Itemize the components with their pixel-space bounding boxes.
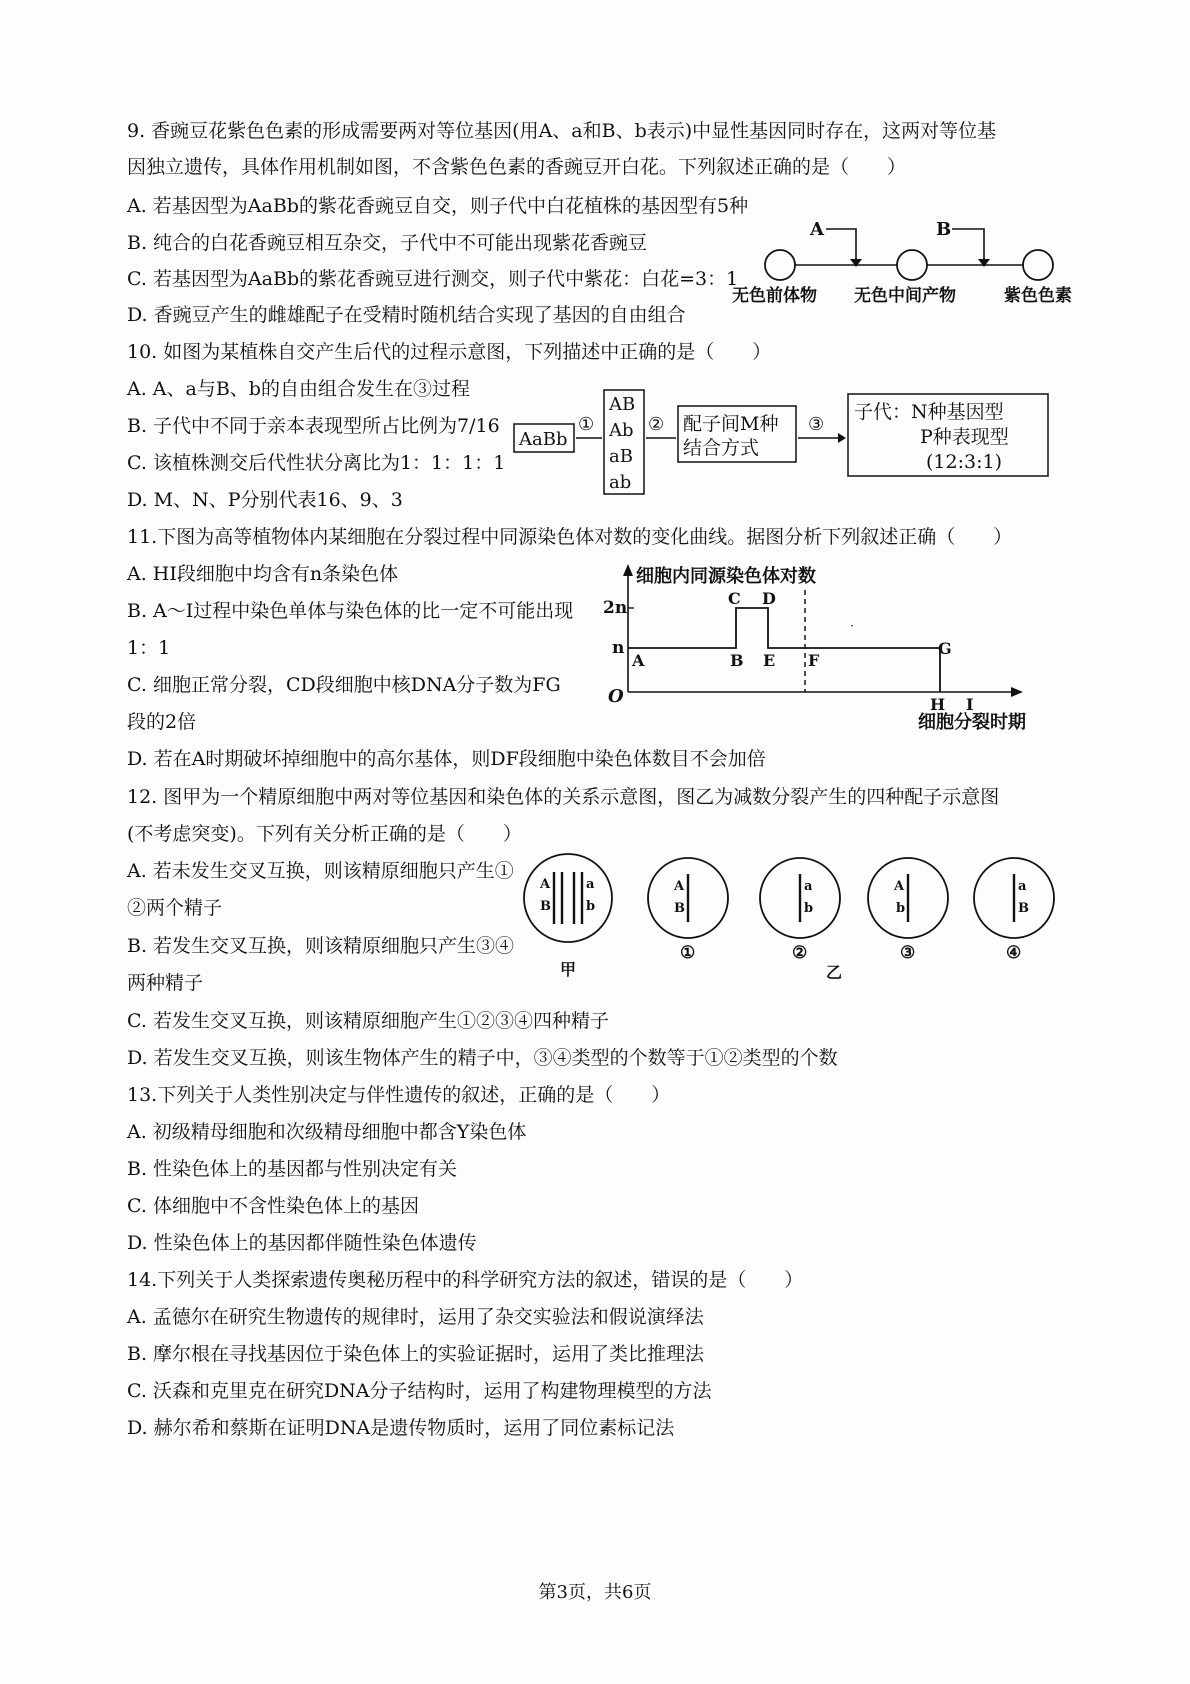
q12-cell-jia: [524, 854, 612, 942]
q11-ytick-n: n: [612, 638, 625, 658]
q11-option-d: D. 若在A时期破坏掉细胞中的高尔基体，则DF段细胞中染色体数目不会加倍: [127, 748, 766, 770]
q11-x-axis-label: 细胞分裂时期: [918, 712, 1026, 733]
q11-option-a: A. HI段细胞中均含有n条染色体: [127, 563, 399, 585]
q11-point-g: G: [938, 639, 952, 658]
q11-option-c-line2: 段的2倍: [127, 711, 197, 733]
q10-offspring-line3: (12:3:1): [926, 451, 1002, 473]
q10-combination-line1: 配子间M种: [683, 413, 779, 435]
q10-gamete-ab-upper: AB: [609, 394, 636, 415]
q11-y-axis-label: 细胞内同源染色体对数: [636, 566, 816, 587]
q10-option-c: C. 该植株测交后代性状分离比为1：1：1：1: [127, 452, 506, 474]
q11-option-c-line1: C. 细胞正常分裂，CD段细胞中核DNA分子数为FG: [127, 674, 561, 696]
q13-option-d: D. 性染色体上的基因都伴随性染色体遗传: [127, 1232, 477, 1254]
q12-gamete-3-gene-1: A: [894, 879, 905, 894]
q11-point-f: F: [808, 651, 820, 670]
q12-gamete-2-gene-1: a: [804, 879, 813, 894]
q12-jia-gene-b-lower: b: [586, 899, 596, 914]
q10-offspring-line1: 子代：N种基因型: [854, 401, 1004, 423]
q9-stem-line2: 因独立遗传，具体作用机制如图，不含紫色色素的香豌豆开白花。下列叙述正确的是（ ）: [127, 156, 907, 178]
q11-option-b-line1: B. A～I过程中染色单体与染色体的比一定不可能出现: [127, 600, 574, 622]
q9-node2-label: 无色中间产物: [854, 286, 956, 306]
q9-option-a: A. 若基因型为AaBb的紫花香豌豆自交，则子代中白花植株的基因型有5种: [127, 195, 749, 217]
q11-chromosome-chart: [600, 560, 1050, 735]
q10-step2-label: ②: [648, 414, 665, 435]
q12-label-yi: 乙: [826, 963, 843, 982]
q10-gamete-ab-lower: ab: [609, 472, 632, 493]
q12-gamete-4-gene-2: B: [1018, 901, 1029, 916]
q9-gene-a-label: A: [810, 219, 824, 240]
q10-offspring-line2: P种表现型: [920, 426, 1009, 448]
q11-x-axis-arrow: [1011, 687, 1023, 697]
q11-point-b: B: [730, 651, 744, 670]
q11-point-d: D: [762, 589, 776, 608]
q12-gamete-3-label: ③: [900, 943, 916, 963]
q9-node-precursor: [765, 250, 795, 280]
q9-option-c: C. 若基因型为AaBb的紫花香豌豆进行测交，则子代中紫花：白花=3：1: [127, 268, 739, 290]
q13-option-a: A. 初级精母细胞和次级精母细胞中都含Y染色体: [127, 1121, 527, 1143]
q11-point-h: H: [930, 695, 946, 714]
q10-gamete-ab-mixed: Ab: [609, 420, 634, 441]
q9-gene-b-label: B: [936, 219, 952, 240]
q14-option-d: D. 赫尔希和蔡斯在证明DNA是遗传物质时，运用了同位素标记法: [127, 1417, 675, 1439]
q10-gamete-ab-mixed2: aB: [609, 446, 633, 467]
q9-pathway-diagram: [730, 215, 1090, 310]
q10-step1-label: ①: [578, 414, 595, 435]
q12-option-d: D. 若发生交叉互换，则该生物体产生的精子中，③④类型的个数等于①②类型的个数: [127, 1047, 838, 1069]
q12-gamete-4-gene-1: a: [1018, 879, 1027, 894]
q10-option-d: D. M、N、P分别代表16、9、3: [127, 489, 403, 511]
q12-option-b-line2: 两种精子: [127, 972, 204, 994]
q11-y-axis-arrow: [623, 564, 633, 576]
q10-arrowhead-3: [838, 433, 846, 443]
q12-gamete-1-gene-2: B: [674, 901, 685, 916]
q12-label-jia: 甲: [560, 960, 577, 979]
q12-jia-gene-b-upper: B: [540, 899, 551, 914]
q11-point-c: C: [728, 589, 741, 608]
q9-node3-label: 紫色色素: [1004, 286, 1072, 306]
q10-step3-label: ③: [808, 414, 825, 435]
page-number-footer: 第3页，共6页: [538, 1582, 652, 1603]
q12-gamete-2-gene-2: b: [804, 901, 814, 916]
q12-stem-line2: (不考虑突变)。下列有关分析正确的是（ ）: [127, 823, 522, 845]
q14-stem: 14.下列关于人类探索遗传奥秘历程中的科学研究方法的叙述，错误的是（ ）: [127, 1269, 804, 1291]
q12-gamete-4-label: ④: [1006, 943, 1022, 963]
q14-option-c: C. 沃森和克里克在研究DNA分子结构时，运用了构建物理模型的方法: [127, 1380, 712, 1402]
q11-point-a: A: [632, 651, 645, 670]
q10-process-diagram: [510, 388, 1065, 498]
q13-option-b: B. 性染色体上的基因都与性别决定有关: [127, 1158, 458, 1180]
q10-stem: 10. 如图为某植株自交产生后代的过程示意图，下列描述中正确的是（ ）: [127, 341, 772, 363]
q9-node-intermediate: [897, 250, 927, 280]
q11-option-b-line2: 1：1: [127, 637, 171, 659]
q12-jia-gene-a-upper: A: [540, 877, 551, 892]
q12-gamete-1-gene-1: A: [674, 879, 685, 894]
q13-option-c: C. 体细胞中不含性染色体上的基因: [127, 1195, 419, 1217]
q12-gamete-2-label: ②: [792, 943, 808, 963]
q9-node-pigment: [1023, 250, 1053, 280]
q11-point-e: E: [763, 651, 776, 670]
q10-parent-label: AaBb: [519, 429, 568, 450]
q12-option-a-line2: ②两个精子: [127, 897, 223, 919]
q10-option-b: B. 子代中不同于亲本表现型所占比例为7/16: [127, 415, 500, 437]
q12-gamete-3-gene-2: b: [896, 901, 906, 916]
q11-point-i: I: [966, 695, 974, 714]
q12-jia-gene-a-lower: a: [586, 877, 595, 892]
q14-option-b: B. 摩尔根在寻找基因位于染色体上的实验证据时，运用了类比推理法: [127, 1343, 705, 1365]
q11-speck: ·: [850, 619, 854, 633]
q14-option-a: A. 孟德尔在研究生物遗传的规律时，运用了杂交实验法和假说演绎法: [127, 1306, 704, 1328]
q10-option-a: A. A、a与B、b的自由组合发生在③过程: [127, 378, 470, 400]
q12-cell-diagram: [520, 850, 1065, 985]
q11-stem: 11.下图为高等植物体内某细胞在分裂过程中同源染色体对数的变化曲线。据图分析下列叙述正确（ ）: [127, 526, 1013, 548]
q13-stem: 13.下列关于人类性别决定与伴性遗传的叙述，正确的是（ ）: [127, 1084, 671, 1106]
q11-curve: [628, 608, 940, 692]
q12-gamete-1-label: ①: [680, 943, 696, 963]
q11-origin-label: O: [608, 686, 624, 707]
q9-option-d: D. 香豌豆产生的雌雄配子在受精时随机结合实现了基因的自由组合: [127, 304, 686, 326]
q12-option-c: C. 若发生交叉互换，则该精原细胞产生①②③④四种精子: [127, 1010, 609, 1032]
q9-node1-label: 无色前体物: [732, 286, 817, 306]
q9-option-b: B. 纯合的白花香豌豆相互杂交，子代中不可能出现紫花香豌豆: [127, 232, 648, 254]
q12-stem-line1: 12. 图甲为一个精原细胞中两对等位基因和染色体的关系示意图，图乙为减数分裂产生的四种配子示意图: [127, 786, 1000, 808]
q12-option-b-line1: B. 若发生交叉互换，则该精原细胞只产生③④: [127, 935, 515, 957]
q11-ytick-2n: 2n: [603, 598, 628, 618]
q9-stem-line1: 9. 香豌豆花紫色色素的形成需要两对等位基因(用A、a和B、b表示)中显性基因同时存在，这两对等位基: [127, 120, 997, 142]
q12-option-a-line1: A. 若未发生交叉互换，则该精原细胞只产生①: [127, 860, 514, 882]
q10-combination-line2: 结合方式: [683, 437, 760, 459]
